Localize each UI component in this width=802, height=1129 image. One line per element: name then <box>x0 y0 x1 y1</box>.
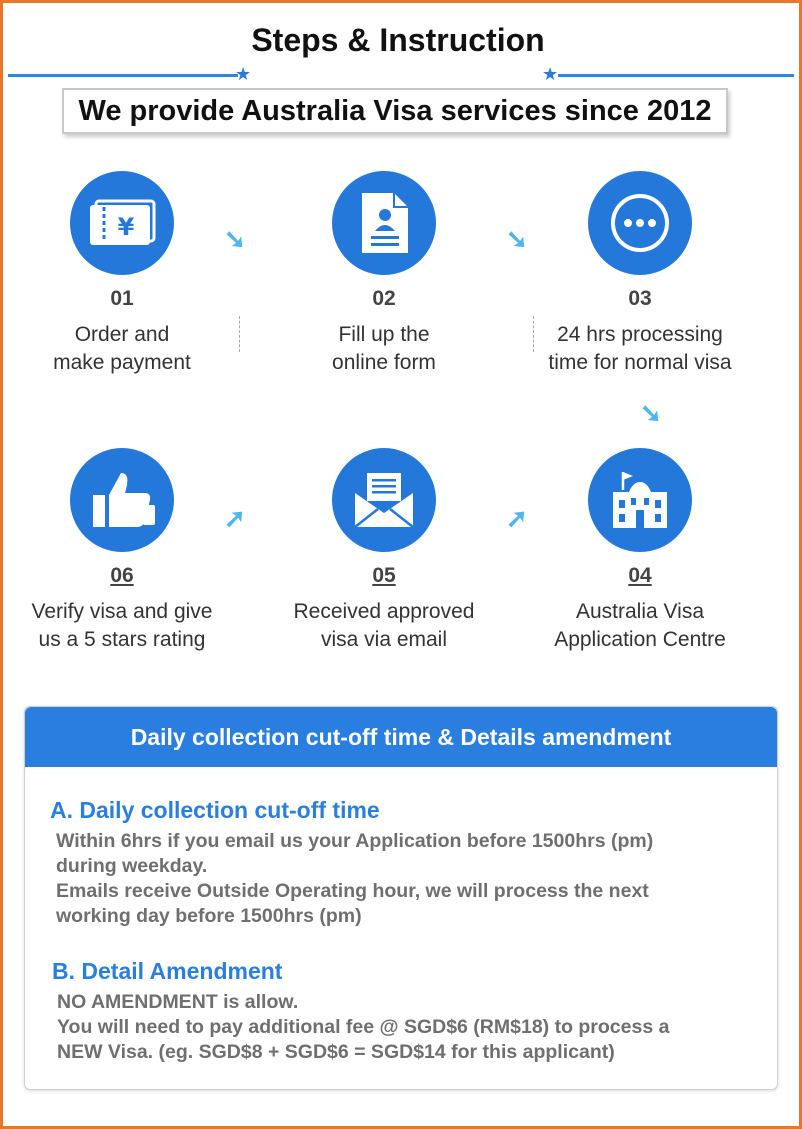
page-title: Steps & Instruction <box>251 22 545 58</box>
step-06 <box>7 448 237 654</box>
step-description: Fill up the online form <box>332 323 436 374</box>
step-02 <box>269 171 499 377</box>
step-number: 04 <box>628 564 652 587</box>
subtitle-banner: We provide Australia Visa services since 2012 <box>62 88 728 134</box>
step-number: 02 <box>372 287 396 310</box>
step-01 <box>7 171 237 377</box>
step-number: 06 <box>110 564 134 587</box>
section-b-body: NO AMENDMENT is allow. You will need to pay additional fee @ SGD$6 (RM$18) to process a NEW Visa. (eg. SGD$8 + SGD$6 = SGD$14 for this applicant) <box>57 991 670 1063</box>
document-form-icon <box>356 191 412 255</box>
step-circle <box>332 171 436 275</box>
divider-right <box>558 74 794 77</box>
step-circle <box>332 448 436 552</box>
step-description: Received approved visa via email <box>293 600 475 651</box>
arrow-down-icon: ➘ <box>640 398 662 428</box>
panel-heading: Daily collection cut-off time & Details amendment <box>25 707 777 767</box>
step-description: Order and make payment <box>53 323 191 374</box>
step-05 <box>269 448 499 654</box>
step-description: Australia Visa Application Centre <box>554 600 726 651</box>
dots-icon <box>609 192 671 254</box>
arrow-right-icon: ➘ <box>506 224 528 254</box>
envelope-icon <box>353 471 415 529</box>
arrow-right-icon: ➘ <box>224 224 246 254</box>
step-number: 03 <box>628 287 652 310</box>
step-description: Verify visa and give us a 5 stars rating <box>31 600 213 651</box>
step-number: 01 <box>110 287 134 310</box>
step-04 <box>525 448 755 654</box>
svg-text:¥: ¥ <box>117 213 135 241</box>
ticket-yen-icon <box>86 197 158 249</box>
section-a-body: Within 6hrs if you email us your Application before 1500hrs (pm) during weekday. Emails receive Outside Operating hour, we will process the next working day before 1500hrs (pm) <box>56 830 654 927</box>
building-icon <box>603 468 677 532</box>
step-03 <box>525 171 755 377</box>
step-circle <box>588 448 692 552</box>
step-circle <box>588 171 692 275</box>
divider-left <box>8 74 238 77</box>
info-panel <box>24 706 778 1090</box>
separator <box>533 316 534 352</box>
arrow-left-icon: ➚ <box>224 503 246 533</box>
star-icon: ★ <box>235 64 252 84</box>
section-a-title: A. Daily collection cut-off time <box>50 797 380 823</box>
thumbs-up-icon <box>89 469 155 531</box>
separator <box>239 316 240 352</box>
arrow-left-icon: ➚ <box>506 503 528 533</box>
step-circle <box>70 448 174 552</box>
section-b-title: B. Detail Amendment <box>52 958 283 984</box>
star-icon: ★ <box>542 64 559 84</box>
step-description: 24 hrs processing time for normal visa <box>548 323 732 374</box>
step-number: 05 <box>372 564 396 587</box>
step-circle <box>70 171 174 275</box>
